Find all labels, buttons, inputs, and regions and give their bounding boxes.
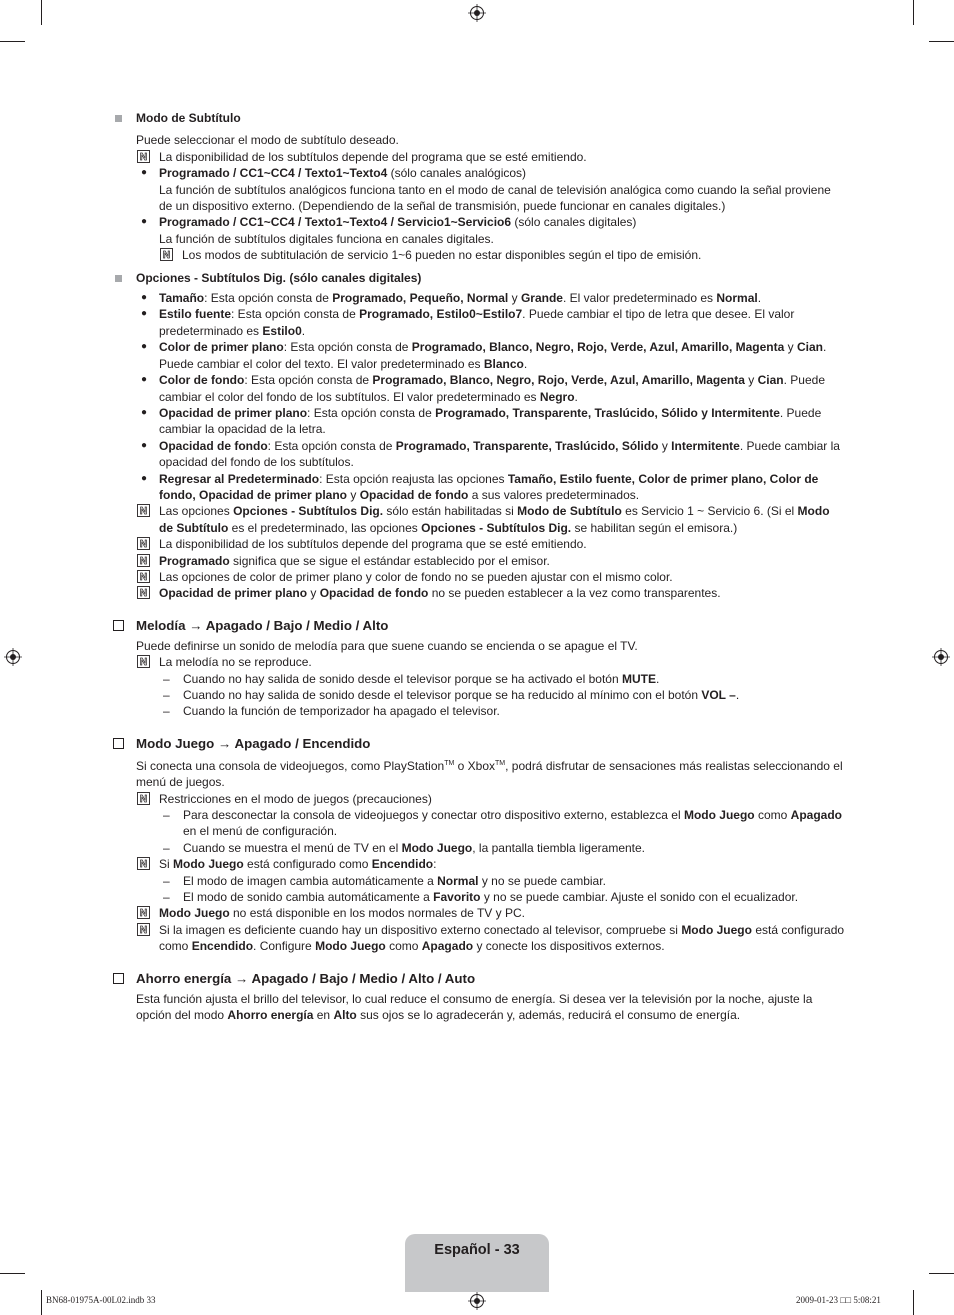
note-icon: [137, 150, 150, 163]
bullet-icon: ●: [141, 439, 148, 451]
paragraph: Puede seleccionar el modo de subtítulo deseado.: [136, 133, 399, 148]
note: N Si la imagen es deficiente cuando hay un dispositivo externo conectado al televisor, compruebe si Modo Juego está configurado como Encendido. Configure Modo Juego como Apagado y conecte los dispositivos externos.: [111, 922, 846, 955]
note-icon: [137, 537, 150, 550]
dash-item: – El modo de sonido cambia automáticamente a Favorito y no se puede cambiar. Ajuste el sonido con el ecualizador.: [163, 890, 799, 905]
bullet-icon: ●: [141, 308, 148, 320]
dash-item: – Para desconectar la consola de videojuegos y conectar otro dispositivo externo, establezca el Modo Juego como Apagado en el menú de configuración.: [163, 808, 842, 839]
crop-mark: [0, 41, 25, 42]
list-item: ● Programado / CC1~CC4 / Texto1~Texto4 / Servicio1~Servicio6 (sólo canales digitales): [141, 215, 637, 230]
svg-text:N: N: [139, 506, 148, 518]
dash-item: – Cuando la función de temporizador ha apagado el televisor.: [163, 704, 500, 719]
print-slug-datetime: 2009-01-23 □□ 5:08:21: [796, 1295, 881, 1305]
registration-mark-icon: [932, 648, 950, 666]
note: N Si Modo Juego está configurado como Encendido:: [111, 856, 846, 872]
svg-text:N: N: [139, 588, 148, 600]
crop-mark: [929, 41, 954, 42]
crop-mark: [0, 1273, 25, 1274]
note: N Opacidad de primer plano y Opacidad de fondo no se pueden establecer a la vez como transparentes.: [111, 585, 846, 601]
note: N La melodía no se reproduce.: [111, 654, 846, 670]
note: N Modo Juego no está disponible en los modos normales de TV y PC.: [111, 905, 846, 921]
subsection-heading: Opciones - Subtítulos Dig. (sólo canales digitales): [111, 270, 846, 286]
note-icon: [137, 570, 150, 583]
list-item: ● Color de primer plano: Esta opción consta de Programado, Blanco, Negro, Rojo, Verde, Azul, Amarillo, Magenta y Cian. Puede cambiar el color del texto. El valor predeterminado es Blanco.: [141, 340, 827, 371]
page-content: [111, 106, 846, 1024]
section-heading-modo-juego: Modo Juego → Apagado / Encendido: [111, 735, 846, 753]
paragraph: Esta función ajusta el brillo del televisor, lo cual reduce el consumo de energía. Si desea ver la televisión por la noche, ajuste la opción del modo Ahorro energía en Alto sus ojos se lo agradecerán y, además, reducirá el consumo de energía.: [136, 991, 813, 1023]
note-icon: [137, 857, 150, 870]
paragraph: Si conecta una consola de videojuegos, como PlayStation™ o Xbox™, podrá disfrutar de sensaciones más realistas seleccionando el menú de juegos.: [136, 758, 843, 790]
note-icon: [137, 923, 150, 936]
svg-text:N: N: [139, 908, 148, 920]
list-item: ● Estilo fuente: Esta opción consta de Programado, Estilo0~Estilo7. Puede cambiar el tipo de letra que desee. El valor predeterminado es Estilo0.: [141, 307, 795, 338]
note-icon: [160, 248, 173, 261]
bullet-icon: ●: [141, 341, 148, 353]
dash-icon: –: [163, 808, 170, 823]
svg-text:N: N: [139, 539, 148, 551]
note-icon: [137, 906, 150, 919]
page-number-tab: [405, 1234, 549, 1292]
list-item: ● Color de fondo: Esta opción consta de Programado, Blanco, Negro, Rojo, Verde, Azul, Amarillo, Magenta y Cian. Puede cambiar el color del fondo de los subtítulos. El valor predeterminado es Negro.: [141, 373, 825, 404]
dash-icon: –: [163, 840, 170, 855]
dash-item: – Cuando no hay salida de sonido desde el televisor porque se ha activado el botón MUTE.: [163, 671, 660, 686]
note-icon: [137, 504, 150, 517]
bullet-icon: ●: [141, 216, 148, 228]
dash-item: – Cuando no hay salida de sonido desde el televisor porque se ha reducido al mínimo con el botón VOL –.: [163, 688, 740, 702]
crop-mark: [929, 1273, 954, 1274]
note-icon: [137, 554, 150, 567]
svg-text:N: N: [162, 250, 171, 262]
bullet-icon: ●: [141, 292, 148, 304]
list-item: ● Opacidad de fondo: Esta opción consta de Programado, Transparente, Traslúcido, Sólido y Intermitente. Puede cambiar la opacidad del fondo de los subtítulos.: [141, 438, 840, 470]
list-item: ● Regresar al Predeterminado: Esta opción reajusta las opciones Tamaño, Estilo fuente, Color de primer plano, Color de fondo, Opacidad de primer plano y Opacidad de fondo a sus valores predeterminados.: [141, 471, 819, 502]
subsection-heading: Modo de Subtítulo: [111, 110, 846, 126]
registration-mark-icon: [468, 1292, 486, 1310]
dash-icon: –: [163, 688, 170, 702]
note: N Las opciones de color de primer plano y color de fondo no se pueden ajustar con el mismo color.: [111, 569, 846, 585]
list-item: ● Tamaño: Esta opción consta de Programado, Pequeño, Normal y Grande. El valor predeterminado es Normal.: [141, 291, 762, 306]
note: N La disponibilidad de los subtítulos depende del programa que se esté emitiendo.: [111, 149, 846, 165]
list-item: ● Programado / CC1~CC4 / Texto1~Texto4 (sólo canales analógicos): [141, 166, 527, 181]
note: N Los modos de subtitulación de servicio 1~6 pueden no estar disponibles según el tipo de emisión.: [111, 247, 846, 263]
section-heading-ahorro-energia: Ahorro energía → Apagado / Bajo / Medio / Alto / Auto: [111, 970, 846, 988]
paragraph: Puede definirse un sonido de melodía para que suene cuando se encienda o se apague el TV.: [136, 638, 638, 653]
svg-text:N: N: [139, 793, 148, 805]
square-bullet-icon: [115, 275, 122, 282]
note: N La disponibilidad de los subtítulos depende del programa que se esté emitiendo.: [111, 536, 846, 552]
checkbox-square-icon: [113, 973, 124, 984]
checkbox-square-icon: [113, 738, 124, 749]
svg-text:N: N: [139, 925, 148, 936]
registration-mark-icon: [468, 4, 486, 22]
note: N Programado significa que se sigue el estándar establecido por el emisor.: [111, 553, 846, 569]
crop-mark: [913, 1290, 914, 1315]
dash-icon: –: [163, 890, 170, 905]
paragraph: La función de subtítulos digitales funciona en canales digitales.: [159, 231, 494, 246]
crop-mark: [913, 0, 914, 25]
bullet-icon: ●: [141, 374, 148, 386]
note-icon: [137, 586, 150, 599]
dash-icon: –: [163, 704, 170, 719]
paragraph: La función de subtítulos analógicos funciona tanto en el modo de canal de televisión analógica como cuando la señal proviene de un dispositivo externo. (Dependiendo de la señal de transmisión, puede funcionar en canales digitales.): [159, 182, 831, 214]
checkbox-square-icon: [113, 620, 124, 631]
section-heading-melodia: Melodía → Apagado / Bajo / Medio / Alto: [111, 617, 846, 635]
svg-text:N: N: [139, 152, 148, 163]
crop-mark: [41, 0, 42, 25]
svg-text:N: N: [139, 859, 148, 871]
crop-mark: [41, 1290, 42, 1315]
dash-item: – Cuando se muestra el menú de TV en el Modo Juego, la pantalla tiembla ligeramente.: [163, 840, 646, 855]
registration-mark-icon: [4, 648, 22, 666]
note: N Restricciones en el modo de juegos (precauciones): [111, 791, 846, 807]
dash-icon: –: [163, 671, 170, 686]
bullet-icon: ●: [141, 472, 148, 484]
square-bullet-icon: [115, 115, 122, 122]
svg-text:N: N: [139, 572, 148, 583]
list-item: ● Opacidad de primer plano: Esta opción consta de Programado, Transparente, Traslúcido, Sólido y Intermitente. Puede cambiar la opacidad de la letra.: [141, 405, 822, 437]
note-icon: [137, 655, 150, 668]
page-number: Español - 33: [434, 1242, 520, 1258]
note: N Las opciones Opciones - Subtítulos Dig. sólo están habilitadas si Modo de Subtítulo es Servicio 1 ~ Servicio 6. (Si el Modo de Subtítulo es el predeterminado, las opciones Opciones - Subtítulos Dig. se habilitan según el emisora.): [111, 503, 846, 536]
svg-text:N: N: [139, 555, 148, 567]
print-slug-file: BN68-01975A-00L02.indb 33: [46, 1295, 156, 1305]
svg-text:N: N: [139, 657, 148, 669]
dash-item: – El modo de imagen cambia automáticamente a Normal y no se puede cambiar.: [163, 873, 606, 888]
bullet-icon: ●: [141, 406, 148, 418]
dash-icon: –: [163, 873, 170, 888]
note-icon: [137, 792, 150, 805]
bullet-icon: ●: [141, 167, 148, 179]
